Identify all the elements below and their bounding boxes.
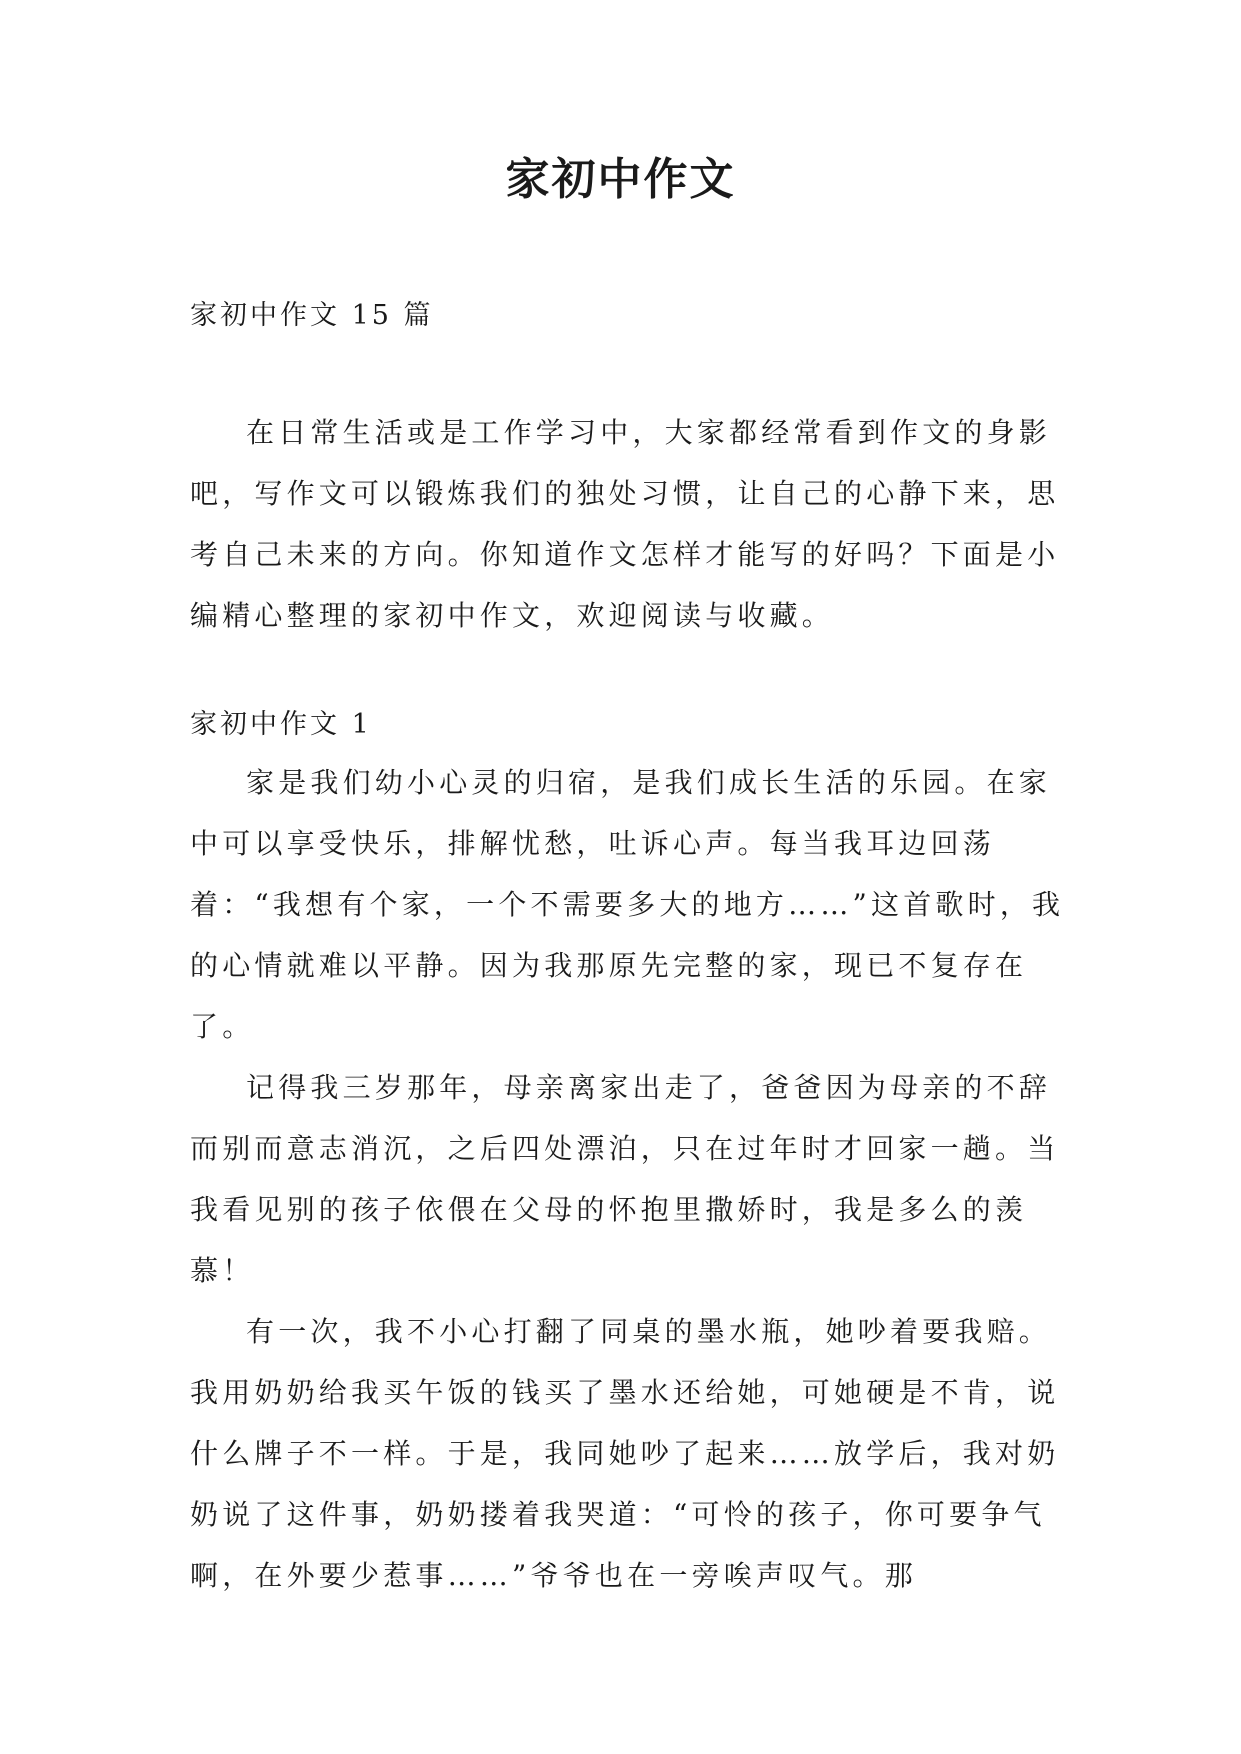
document-subtitle: 家初中作文 15 篇 xyxy=(190,300,434,331)
section-title: 家初中作文 1 xyxy=(190,709,372,740)
essay-paragraph-3: 有一次，我不小心打翻了同桌的墨水瓶，她吵着要我赔。我用奶奶给我买午饭的钱买了墨水还给她，可她硬是不肯，说什么牌子不一样。于是，我同她吵了起来……放学后，我对奶奶说了这件事，奶奶搂着我哭道：“可怜的孩子，你可要争气啊，在外要少惹事……”爷爷也在一旁唉声叹气。那 xyxy=(190,1315,1060,1592)
page-title: 家初中作文 xyxy=(505,154,736,205)
essay-body xyxy=(190,752,1070,1606)
essay-paragraph-1: 家是我们幼小心灵的归宿，是我们成长生活的乐园。在家中可以享受快乐，排解忧愁，吐诉心声。每当我耳边回荡着：“我想有个家，一个不需要多大的地方……”这首歌时，我的心情就难以平静。因为我那原先完整的家，现已不复存在了。 xyxy=(190,766,1065,1043)
intro-paragraph: 在日常生活或是工作学习中，大家都经常看到作文的身影吧，写作文可以锻炼我们的独处习惯，让自己的心静下来，思考自己未来的方向。你知道作文怎样才能写的好吗？下面是小编精心整理的家初中作文，欢迎阅读与收藏。 xyxy=(190,416,1060,632)
essay-paragraph-2: 记得我三岁那年，母亲离家出走了，爸爸因为母亲的不辞而别而意志消沉，之后四处漂泊，只在过年时才回家一趟。当我看见别的孩子依偎在父母的怀抱里撒娇时，我是多么的羡慕！ xyxy=(190,1071,1060,1287)
intro-block xyxy=(190,402,1070,646)
